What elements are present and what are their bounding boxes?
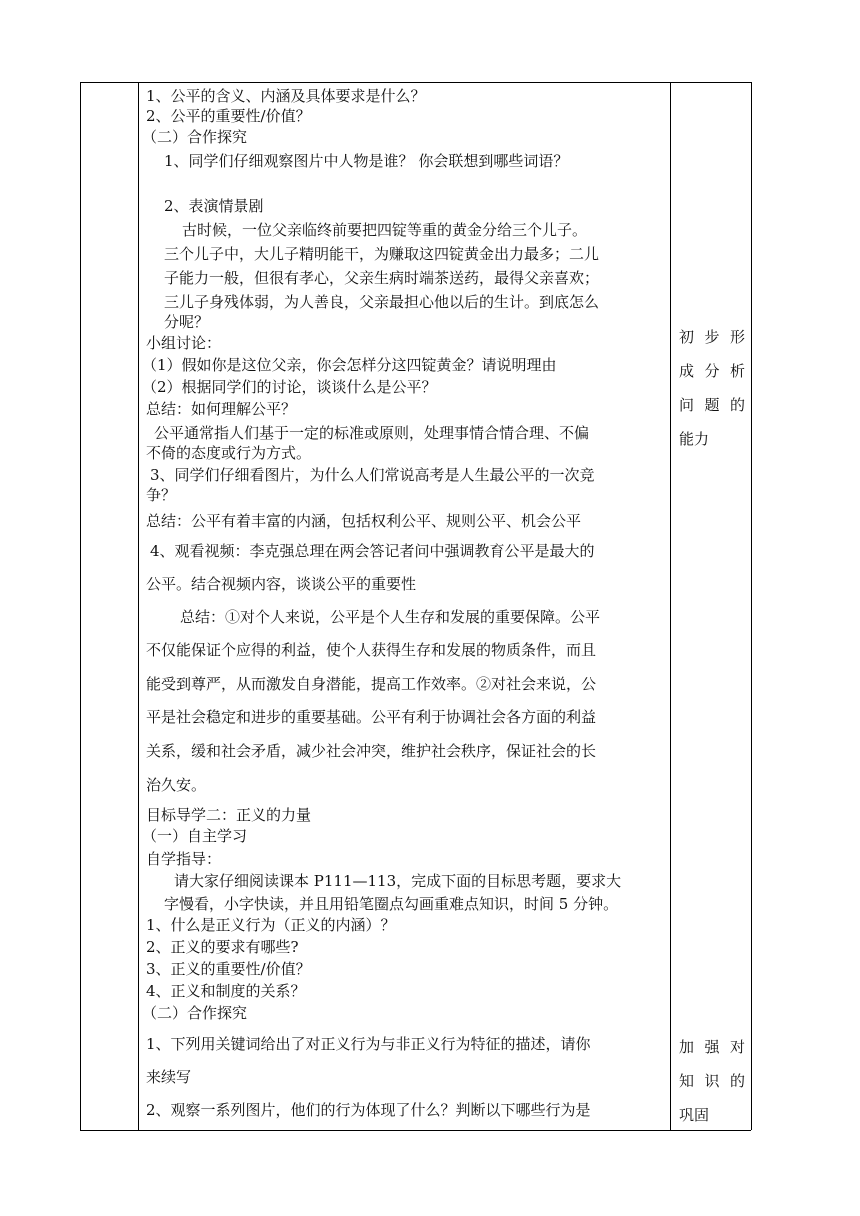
note-line: 知识的 bbox=[679, 1072, 745, 1090]
section-heading: （一）自主学习 bbox=[142, 827, 248, 845]
text-line: （2）根据同学们的讨论，谈谈什么是公平？ bbox=[142, 378, 437, 396]
text-line: 4、正义和制度的关系？ bbox=[146, 982, 306, 1000]
text-line: 请大家仔细阅读课本 P111—113，完成下面的目标思考题，要求大 bbox=[174, 872, 622, 890]
teaching-goal-note-1 bbox=[679, 320, 745, 456]
text-line: 三儿子身残体弱，为人善良，父亲最担心他以后的生计。到底怎么 bbox=[164, 293, 600, 311]
teaching-goal-note-2 bbox=[679, 1030, 745, 1132]
text-line: 分呢？ bbox=[164, 313, 210, 331]
text-line: 小组讨论： bbox=[146, 334, 222, 352]
text-line: 三个儿子中，大儿子精明能干，为赚取这四锭黄金出力最多；二儿 bbox=[164, 245, 600, 263]
text-line: 1、同学们仔细观察图片中人物是谁？ 你会联想到哪些词语？ bbox=[164, 152, 569, 170]
text-line: 3、正义的重要性/价值？ bbox=[146, 960, 311, 978]
text-line: 2、表演情景剧 bbox=[164, 197, 264, 215]
table-border-top bbox=[80, 82, 751, 83]
note-line: 加强对 bbox=[679, 1038, 745, 1056]
table-border-left bbox=[80, 82, 81, 1130]
section-heading: （二）合作探究 bbox=[142, 128, 248, 146]
text-line: 平是社会稳定和进步的重要基础。公平有利于协调社会各方面的利益 bbox=[146, 708, 597, 726]
table-column-divider-2 bbox=[670, 82, 671, 1130]
text-line: 2、观察一系列图片，他们的行为体现了什么？判断以下哪些行为是 bbox=[146, 1101, 591, 1119]
text-line: 关系，缓和社会矛盾，减少社会冲突，维护社会秩序，保证社会的长 bbox=[146, 742, 597, 760]
text-line: 总结：公平有着丰富的内涵，包括权利公平、规则公平、机会公平 bbox=[146, 512, 582, 530]
text-line: 2、正义的要求有哪些? bbox=[146, 938, 299, 956]
table-column-divider-1 bbox=[138, 82, 139, 1130]
note-line: 巩固 bbox=[679, 1106, 710, 1124]
text-line: 公平通常指人们基于一定的标准或原则，处理事情合情合理、不偏 bbox=[154, 424, 590, 442]
text-line: 1、公平的含义、内涵及具体要求是什么？ bbox=[146, 87, 426, 105]
section-heading: （二）合作探究 bbox=[142, 1004, 248, 1022]
note-line: 问题的 bbox=[679, 396, 745, 414]
text-line: 总结：①对个人来说，公平是个人生存和发展的重要保障。公平 bbox=[180, 608, 601, 626]
note-line: 成分析 bbox=[679, 362, 745, 380]
text-line: 总结：如何理解公平？ bbox=[146, 400, 297, 418]
text-line: 公平。结合视频内容，谈谈公平的重要性 bbox=[146, 575, 417, 593]
text-line: 争？ bbox=[146, 486, 177, 504]
table-border-right bbox=[751, 82, 752, 1130]
section-heading: 目标导学二：正义的力量 bbox=[146, 806, 312, 824]
text-line: 古时候，一位父亲临终前要把四锭等重的黄金分给三个儿子。 bbox=[182, 221, 588, 239]
note-line: 初步形 bbox=[679, 328, 745, 346]
text-line: 1、下列用关键词给出了对正义行为与非正义行为特征的描述，请你 bbox=[146, 1035, 591, 1053]
text-line: 治久安。 bbox=[146, 776, 207, 794]
text-line: 子能力一般，但很有孝心，父亲生病时端茶送药，最得父亲喜欢； bbox=[164, 269, 600, 287]
text-line: 能受到尊严，从而激发自身潜能，提高工作效率。②对社会来说，公 bbox=[146, 675, 597, 693]
text-line: 不倚的态度或行为方式。 bbox=[146, 444, 312, 462]
text-line: 不仅能保证个应得的利益，使个人获得生存和发展的物质条件，而且 bbox=[146, 641, 597, 659]
text-line: 字慢看，小字快读，并且用铅笔圈点勾画重难点知识，时间 5 分钟。 bbox=[164, 895, 619, 913]
text-line: 来续写 bbox=[146, 1068, 192, 1086]
text-line: 自学指导： bbox=[146, 850, 222, 868]
text-line: 3、同学们仔细看图片，为什么人们常说高考是人生最公平的一次竞 bbox=[150, 466, 595, 484]
text-line: 2、公平的重要性/价值？ bbox=[146, 107, 311, 125]
text-line: 4、观看视频：李克强总理在两会答记者问中强调教育公平是最大的 bbox=[150, 542, 595, 560]
note-line: 能力 bbox=[679, 430, 710, 448]
text-line: 1、什么是正义行为（正义的内涵）？ bbox=[146, 916, 396, 934]
text-line: （1）假如你是这位父亲，你会怎样分这四锭黄金？请说明理由 bbox=[142, 356, 557, 374]
table-border-bottom bbox=[80, 1130, 751, 1131]
